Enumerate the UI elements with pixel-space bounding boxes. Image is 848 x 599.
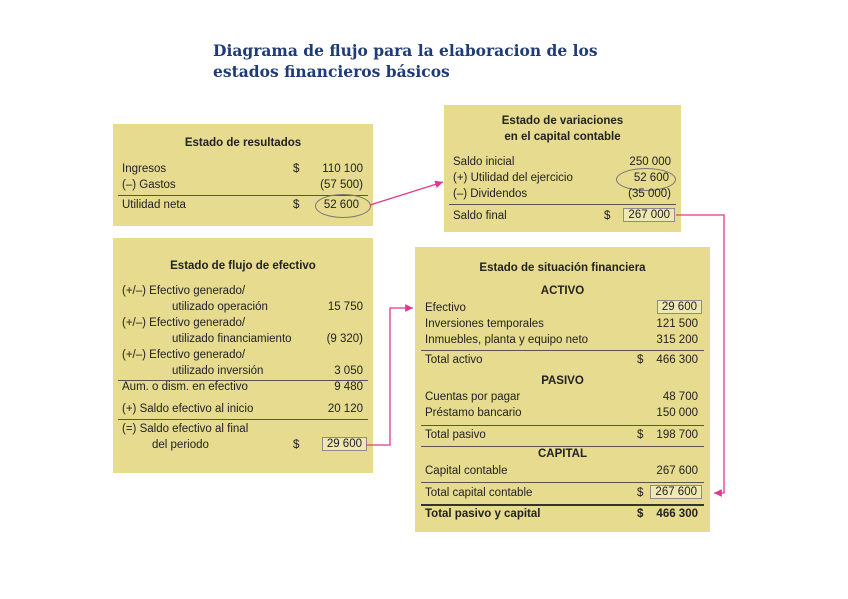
aum-dism-value: 9 480 <box>334 381 363 393</box>
inversiones-label: Inversiones temporales <box>425 318 544 330</box>
estado-resultados-header: Estado de resultados <box>184 137 302 149</box>
dividendos-value: (35 000) <box>628 188 671 200</box>
flujo-financiamiento-line-2: utilizado financiamiento <box>172 333 292 345</box>
variaciones-header-line-1: Estado de variaciones <box>501 115 624 127</box>
flujo-header: Estado de flujo de efectivo <box>170 260 316 272</box>
total-pasivo-capital-currency: $ <box>637 508 644 520</box>
saldo-efectivo-final-line-1: (=) Saldo efectivo al final <box>122 423 249 435</box>
title-line-2: estados financieros básicos <box>213 62 450 81</box>
total-pasivo-currency: $ <box>637 429 644 441</box>
variaciones-header-line-2: en el capital contable <box>504 131 621 143</box>
efectivo-value: 29 600 <box>657 300 702 314</box>
total-pasivo-capital-label: Total pasivo y capital <box>425 508 541 520</box>
saldo-final-currency: $ <box>604 210 611 222</box>
total-activo-value: 466 300 <box>656 354 698 366</box>
arrow-utilidad-to-variaciones <box>370 182 443 205</box>
capital-contable-label: Capital contable <box>425 465 508 477</box>
total-activo-label: Total activo <box>425 354 483 366</box>
flujo-operacion-line-2: utilizado operación <box>172 301 268 313</box>
arrow-saldo-final-to-capital <box>676 215 724 493</box>
flujo-financiamiento-line-1: (+/–) Efectivo generado/ <box>122 317 246 329</box>
saldo-efectivo-inicio-label: (+) Saldo efectivo al inicio <box>122 403 254 415</box>
total-capital-label: Total capital contable <box>425 487 533 499</box>
total-capital-value: 267 600 <box>650 485 702 499</box>
total-activo-currency: $ <box>637 354 644 366</box>
title-line-1: Diagrama de flujo para la elaboracion de los <box>213 41 598 60</box>
inmuebles-value: 315 200 <box>656 334 698 346</box>
saldo-efectivo-final-line-2: del periodo <box>152 439 209 451</box>
flujo-inversion-line-1: (+/–) Efectivo generado/ <box>122 349 246 361</box>
utilidad-ejercicio-value: 52 600 <box>633 172 669 184</box>
total-pasivo-capital-value: 466 300 <box>656 508 698 520</box>
flujo-operacion-line-1: (+/–) Efectivo generado/ <box>122 285 246 297</box>
activo-title: ACTIVO <box>540 285 585 297</box>
utilidad-neta-value: 52 600 <box>323 199 359 211</box>
aum-dism-label: Aum. o dism. en efectivo <box>122 381 248 393</box>
total-pasivo-label: Total pasivo <box>425 429 486 441</box>
gastos-label: (–) Gastos <box>122 179 176 191</box>
prestamo-label: Préstamo bancario <box>425 407 522 419</box>
total-pasivo-value: 198 700 <box>656 429 698 441</box>
cuentas-pagar-label: Cuentas por pagar <box>425 391 521 403</box>
ingresos-currency: $ <box>293 163 300 175</box>
flujo-inversion-line-2: utilizado inversión <box>172 365 264 377</box>
utilidad-neta-label: Utilidad neta <box>122 199 186 211</box>
capital-contable-value: 267 600 <box>656 465 698 477</box>
flujo-operacion-value: 15 750 <box>327 301 363 313</box>
flujo-inversion-value: 3 050 <box>334 365 363 377</box>
saldo-efectivo-inicio-value: 20 120 <box>327 403 363 415</box>
utilidad-ejercicio-label: (+) Utilidad del ejercicio <box>453 172 573 184</box>
capital-title: CAPITAL <box>538 448 587 460</box>
gastos-value: (57 500) <box>320 179 363 191</box>
saldo-efectivo-final-value: 29 600 <box>322 437 367 451</box>
cuentas-pagar-value: 48 700 <box>662 391 698 403</box>
total-capital-currency: $ <box>637 487 644 499</box>
saldo-final-label: Saldo final <box>453 210 507 222</box>
ingresos-value: 110 100 <box>322 163 363 175</box>
saldo-inicial-label: Saldo inicial <box>453 156 515 168</box>
flujo-financiamiento-value: (9 320) <box>326 333 363 345</box>
saldo-final-value: 267 000 <box>623 208 675 222</box>
dividendos-label: (–) Dividendos <box>453 188 528 200</box>
utilidad-neta-currency: $ <box>293 199 300 211</box>
arrow-flujo-to-efectivo <box>366 308 413 445</box>
prestamo-value: 150 000 <box>656 407 698 419</box>
ingresos-label: Ingresos <box>122 163 167 175</box>
inmuebles-label: Inmuebles, planta y equipo neto <box>425 334 589 346</box>
pasivo-title: PASIVO <box>541 375 584 387</box>
inversiones-value: 121 500 <box>656 318 698 330</box>
situacion-header: Estado de situación financiera <box>479 262 646 274</box>
saldo-efectivo-final-currency: $ <box>293 439 300 451</box>
saldo-inicial-value: 250 000 <box>629 156 671 168</box>
efectivo-label: Efectivo <box>425 302 466 314</box>
